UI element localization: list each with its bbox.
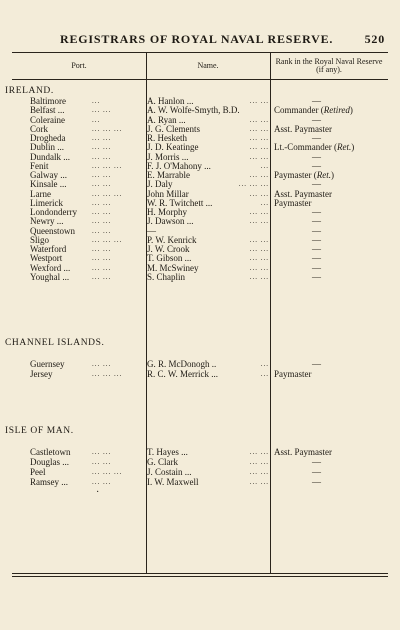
name-cell: J. Daly <box>147 179 173 190</box>
rank-cell: Asst. Paymaster <box>274 447 332 457</box>
leader-dots: ... <box>260 370 269 378</box>
page-number: 520 <box>364 32 385 46</box>
port-cell: Sligo <box>30 234 50 245</box>
rank-cell: — <box>312 179 321 190</box>
rank-cell: Asst. Paymaster <box>274 188 332 199</box>
leader-dots: ... <box>260 198 269 207</box>
port-cell: Baltimore <box>30 96 66 106</box>
leader-dots: ... ... <box>249 468 269 476</box>
leader-dots: ... ... <box>249 272 269 281</box>
port-cell: Queenstown <box>30 225 75 236</box>
leader-dots: ... ... <box>249 458 269 466</box>
column-header-port: Port. <box>71 61 87 70</box>
rank-cell: Paymaster (Ret.) <box>274 170 334 180</box>
leader-dots: ... ... <box>92 180 112 189</box>
name-cell: E. Marrable <box>147 170 190 180</box>
table-row <box>12 467 388 477</box>
leader-dots: ... ... <box>249 115 269 124</box>
leader-dots: ... ... <box>92 226 112 235</box>
rank-cell: — <box>312 457 321 467</box>
name-cell: A. Hanlon ... <box>147 96 194 106</box>
leader-dots: ... ... <box>249 97 269 105</box>
leader-dots: ... ... <box>249 143 269 152</box>
port-cell: Guernsey <box>30 359 65 369</box>
rank-cell: — <box>312 271 321 282</box>
port-cell: Kinsale ... <box>30 179 67 190</box>
table-row <box>12 457 388 467</box>
column-header-name: Name. <box>197 61 219 70</box>
leader-dots: ... ... ... <box>92 161 123 170</box>
leader-dots: ... ... <box>92 360 112 368</box>
leader-dots: ... ... <box>92 106 112 115</box>
port-cell: Ramsey ... <box>30 477 68 487</box>
leader-dots: ... ... ... <box>92 189 123 198</box>
leader-dots: ... <box>260 161 269 170</box>
table-row <box>12 369 388 379</box>
port-cell: Larne <box>30 188 51 199</box>
page-header <box>0 30 400 50</box>
rank-cell: — <box>312 253 321 264</box>
rank-cell: — <box>312 151 321 162</box>
table-row <box>12 447 388 457</box>
name-cell: M. McSwiney <box>147 262 199 273</box>
name-cell: — <box>147 225 156 236</box>
rank-cell: — <box>312 234 321 245</box>
name-cell: J. W. Crook <box>147 244 190 254</box>
registrar-table <box>5 52 388 579</box>
leader-dots: ... ... ... <box>92 124 123 133</box>
name-cell: T. Gibson ... <box>147 253 192 264</box>
leader-dots: ... ... ... <box>92 235 123 244</box>
leader-dots: ... ... <box>249 189 269 198</box>
rank-cell: — <box>312 216 321 227</box>
leader-dots: ... ... <box>249 134 269 142</box>
port-cell: Douglas ... <box>30 457 69 467</box>
port-cell: Coleraine <box>30 114 65 125</box>
port-cell: Drogheda <box>30 133 66 143</box>
leader-dots: ... ... <box>249 478 269 486</box>
leader-dots: ... ... <box>92 272 112 281</box>
leader-dots: ... ... ... <box>92 370 123 378</box>
rank-cell: Lt.-Commander (Ret.) <box>274 142 355 153</box>
leader-dots: ... ... <box>92 134 112 142</box>
column-header-rank: Rank in the Royal Naval Reserve (if any). <box>275 57 383 74</box>
name-cell: W. R. Twitchett ... <box>147 197 213 208</box>
rank-cell: Paymaster <box>274 369 312 379</box>
table-row <box>12 477 388 487</box>
table-row <box>12 272 388 282</box>
rank-cell: — <box>312 160 321 171</box>
rank-cell: — <box>312 114 321 125</box>
port-cell: Fenit <box>30 160 49 171</box>
port-cell: Youghal ... <box>30 271 70 282</box>
port-cell: Limerick <box>30 197 63 208</box>
leader-dots: ... <box>260 360 269 368</box>
name-cell: J. D. Keatinge <box>147 142 199 153</box>
name-cell: J. Dawson ... <box>147 216 194 227</box>
port-cell: Westport <box>30 253 63 264</box>
name-cell: G. R. McDonogh .. <box>147 359 217 369</box>
name-cell: J. G. Clements <box>147 123 200 134</box>
bottom-rule <box>12 576 388 577</box>
name-cell: R. C. W. Merrick ... <box>147 369 218 379</box>
leader-dots: ... ... <box>92 263 112 272</box>
leader-dots: ... ... <box>249 217 269 226</box>
leader-dots: ... ... <box>92 458 112 466</box>
rank-cell: — <box>312 244 321 254</box>
port-cell: Wexford ... <box>30 262 71 273</box>
port-cell: Londonderry <box>30 207 77 217</box>
port-cell: Dublin ... <box>30 142 65 153</box>
leader-dots: ... <box>92 97 101 105</box>
leader-dots: ... ... <box>249 208 269 216</box>
name-cell: John Millar <box>147 188 189 199</box>
rank-cell: Commander (Retired) <box>274 105 353 116</box>
section-heading: IRELAND. <box>5 86 54 96</box>
leader-dots: ... ... <box>92 198 112 207</box>
port-cell: Galway ... <box>30 170 67 180</box>
leader-dots: ... ... <box>249 263 269 272</box>
name-cell: J. Costain ... <box>147 467 192 477</box>
name-cell: P. W. Kenrick <box>147 234 197 245</box>
rank-cell: Asst. Paymaster <box>274 123 332 134</box>
leader-dots: ... ... <box>92 217 112 226</box>
header-rule <box>12 79 388 80</box>
rank-cell: — <box>312 96 321 106</box>
rank-cell: — <box>312 467 321 477</box>
name-cell: H. Morphy <box>147 207 187 217</box>
port-cell: Belfast ... <box>30 105 65 116</box>
leader-dots: ... ... ... <box>238 180 269 189</box>
leader-dots: ... ... <box>92 448 112 456</box>
leader-dots: ... ... <box>92 254 112 263</box>
name-cell: T. Hayes ... <box>147 447 188 457</box>
port-cell: Newry ... <box>30 216 64 227</box>
section-heading: ISLE OF MAN. <box>5 426 74 436</box>
name-cell: J. Morris ... <box>147 151 189 162</box>
section-heading: CHANNEL ISLANDS. <box>5 338 105 348</box>
name-cell: A. Ryan ... <box>147 114 186 125</box>
stray-mark: · <box>96 487 100 498</box>
leader-dots: ... ... <box>249 152 269 161</box>
leader-dots: ... ... <box>249 171 269 179</box>
leader-dots: ... ... <box>249 124 269 133</box>
leader-dots: ... ... <box>92 152 112 161</box>
rank-cell: Paymaster <box>274 197 312 208</box>
port-cell: Peel <box>30 467 46 477</box>
leader-dots: ... ... <box>92 245 112 253</box>
name-cell: G. Clark <box>147 457 178 467</box>
leader-dots: ... ... <box>92 171 112 179</box>
port-cell: Jersey <box>30 369 53 379</box>
port-cell: Castletown <box>30 447 71 457</box>
port-cell: Dundalk ... <box>30 151 70 162</box>
name-cell: I. W. Maxwell <box>147 477 199 487</box>
rank-cell: — <box>312 207 321 217</box>
name-cell: R. Hesketh <box>147 133 187 143</box>
name-cell: F. J. O'Mahony ... <box>147 160 211 171</box>
leader-dots: ... ... <box>249 448 269 456</box>
leader-dots: ... <box>92 115 101 124</box>
rank-cell: — <box>312 359 321 369</box>
rank-cell: — <box>312 225 321 236</box>
table-row <box>12 359 388 369</box>
leader-dots: ... ... <box>92 143 112 152</box>
name-cell: A. W. Wolfe-Smyth, B.D. <box>147 105 240 116</box>
rank-cell: — <box>312 477 321 487</box>
name-cell: S. Chaplin <box>147 271 186 282</box>
rank-cell: — <box>312 133 321 143</box>
page-title: REGISTRARS OF ROYAL NAVAL RESERVE. <box>60 32 334 46</box>
port-cell: Cork <box>30 123 48 134</box>
port-cell: Waterford <box>30 244 67 254</box>
rank-cell: — <box>312 262 321 273</box>
leader-dots: ... ... <box>249 245 269 253</box>
leader-dots: ... ... <box>249 235 269 244</box>
leader-dots: ... ... <box>92 478 112 486</box>
bottom-rule <box>12 573 388 574</box>
leader-dots: ... ... <box>249 254 269 263</box>
leader-dots: ... ... ... <box>92 468 123 476</box>
leader-dots: ... ... <box>92 208 112 216</box>
